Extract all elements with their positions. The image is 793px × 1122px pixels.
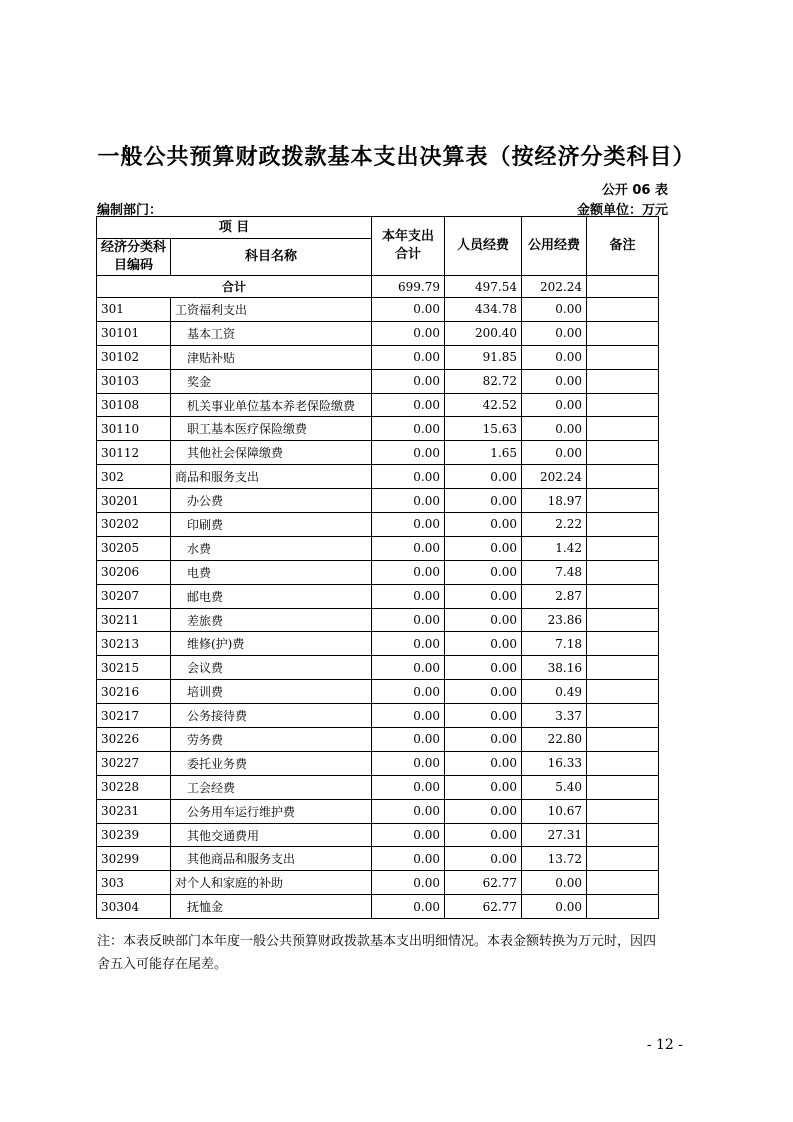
table-row <box>97 465 659 489</box>
row-personnel: 0.00 <box>445 847 522 871</box>
row-remarks <box>587 345 659 369</box>
row-personnel: 0.00 <box>445 632 522 656</box>
row-personnel: 0.00 <box>445 489 522 513</box>
row-current: 0.00 <box>372 441 445 465</box>
table-row <box>97 608 659 632</box>
row-personnel: 62.77 <box>445 871 522 895</box>
row-subject-name: 其他商品和服务支出 <box>171 847 372 871</box>
row-code: 30110 <box>97 417 171 441</box>
table-row <box>97 345 659 369</box>
row-code: 30202 <box>97 513 171 537</box>
row-current: 0.00 <box>372 417 445 441</box>
row-public: 23.86 <box>522 608 587 632</box>
row-subject-name: 会议费 <box>171 656 372 680</box>
row-remarks <box>587 799 659 823</box>
row-current: 0.00 <box>372 656 445 680</box>
row-public: 0.00 <box>522 871 587 895</box>
row-current: 0.00 <box>372 632 445 656</box>
row-remarks <box>587 298 659 322</box>
row-current: 0.00 <box>372 489 445 513</box>
row-current: 0.00 <box>372 751 445 775</box>
row-remarks <box>587 823 659 847</box>
header-project: 项 目 <box>97 217 372 239</box>
row-code: 30207 <box>97 584 171 608</box>
row-public: 22.80 <box>522 728 587 752</box>
page-title: 一般公共预算财政拨款基本支出决算表（按经济分类科目） <box>97 145 696 170</box>
table-row <box>97 775 659 799</box>
header-personnel-expense: 人员经费 <box>445 217 522 276</box>
row-code: 30108 <box>97 393 171 417</box>
row-remarks <box>587 489 659 513</box>
table-row <box>97 513 659 537</box>
amount-unit-label: 金额单位：万元 <box>576 203 668 218</box>
row-remarks <box>587 393 659 417</box>
row-code: 30239 <box>97 823 171 847</box>
row-remarks <box>587 321 659 345</box>
row-subject-name: 职工基本医疗保险缴费 <box>171 417 372 441</box>
row-code: 30227 <box>97 751 171 775</box>
row-subject-name: 印刷费 <box>171 513 372 537</box>
row-current: 0.00 <box>372 513 445 537</box>
row-personnel: 0.00 <box>445 536 522 560</box>
row-subject-name: 商品和服务支出 <box>171 465 372 489</box>
row-subject-name: 水费 <box>171 536 372 560</box>
row-personnel: 0.00 <box>445 608 522 632</box>
table-row <box>97 536 659 560</box>
row-public: 0.00 <box>522 298 587 322</box>
total-row <box>97 276 659 298</box>
row-current: 0.00 <box>372 680 445 704</box>
row-public: 10.67 <box>522 799 587 823</box>
row-code: 30228 <box>97 775 171 799</box>
row-subject-name: 津贴补贴 <box>171 345 372 369</box>
row-personnel: 0.00 <box>445 728 522 752</box>
row-code: 301 <box>97 298 171 322</box>
row-code: 30112 <box>97 441 171 465</box>
row-remarks <box>587 656 659 680</box>
row-subject-name: 公务接待费 <box>171 704 372 728</box>
header-remarks: 备注 <box>587 217 659 276</box>
row-public: 202.24 <box>522 465 587 489</box>
row-remarks <box>587 441 659 465</box>
table-row <box>97 871 659 895</box>
row-public: 3.37 <box>522 704 587 728</box>
table-row <box>97 799 659 823</box>
row-subject-name: 劳务费 <box>171 728 372 752</box>
row-code: 30217 <box>97 704 171 728</box>
table-row <box>97 823 659 847</box>
row-subject-name: 培训费 <box>171 680 372 704</box>
row-remarks <box>587 536 659 560</box>
row-public: 18.97 <box>522 489 587 513</box>
row-remarks <box>587 680 659 704</box>
row-public: 1.42 <box>522 536 587 560</box>
row-remarks <box>587 871 659 895</box>
row-code: 30211 <box>97 608 171 632</box>
row-subject-name: 其他交通费用 <box>171 823 372 847</box>
row-personnel: 0.00 <box>445 704 522 728</box>
row-code: 30226 <box>97 728 171 752</box>
row-code: 30213 <box>97 632 171 656</box>
row-personnel: 0.00 <box>445 465 522 489</box>
row-personnel: 0.00 <box>445 560 522 584</box>
row-personnel: 0.00 <box>445 775 522 799</box>
row-public: 7.48 <box>522 560 587 584</box>
row-subject-name: 办公费 <box>171 489 372 513</box>
row-current: 0.00 <box>372 871 445 895</box>
row-public: 16.33 <box>522 751 587 775</box>
table-row <box>97 656 659 680</box>
row-subject-name: 电费 <box>171 560 372 584</box>
page-number: - 12 - <box>646 1037 683 1053</box>
row-remarks <box>587 513 659 537</box>
row-public: 13.72 <box>522 847 587 871</box>
row-subject-name: 对个人和家庭的补助 <box>171 871 372 895</box>
row-remarks <box>587 847 659 871</box>
header-current-year-total: 本年支出合计 <box>372 217 445 276</box>
row-code: 302 <box>97 465 171 489</box>
header-public-expense: 公用经费 <box>522 217 587 276</box>
row-subject-name: 基本工资 <box>171 321 372 345</box>
row-personnel: 91.85 <box>445 345 522 369</box>
table-row <box>97 417 659 441</box>
row-code: 30102 <box>97 345 171 369</box>
row-code: 30206 <box>97 560 171 584</box>
row-personnel: 0.00 <box>445 656 522 680</box>
row-subject-name: 差旅费 <box>171 608 372 632</box>
table-row <box>97 680 659 704</box>
row-remarks <box>587 728 659 752</box>
table-row <box>97 895 659 919</box>
row-personnel: 0.00 <box>445 680 522 704</box>
row-current: 0.00 <box>372 465 445 489</box>
table-row <box>97 560 659 584</box>
row-subject-name: 公务用车运行维护费 <box>171 799 372 823</box>
row-current: 0.00 <box>372 728 445 752</box>
row-code: 30201 <box>97 489 171 513</box>
row-current: 0.00 <box>372 298 445 322</box>
form-number: 公开 06 表 <box>601 183 668 198</box>
row-current: 0.00 <box>372 369 445 393</box>
row-remarks <box>587 584 659 608</box>
row-current: 0.00 <box>372 536 445 560</box>
row-code: 30101 <box>97 321 171 345</box>
table-row <box>97 704 659 728</box>
row-remarks <box>587 751 659 775</box>
total-personnel: 497.54 <box>445 276 522 298</box>
row-personnel: 0.00 <box>445 513 522 537</box>
row-public: 2.87 <box>522 584 587 608</box>
table-row <box>97 584 659 608</box>
table-row <box>97 751 659 775</box>
row-public: 0.00 <box>522 895 587 919</box>
total-label: 合计 <box>97 276 372 298</box>
row-current: 0.00 <box>372 775 445 799</box>
row-current: 0.00 <box>372 799 445 823</box>
row-remarks <box>587 775 659 799</box>
row-current: 0.00 <box>372 704 445 728</box>
row-subject-name: 维修(护)费 <box>171 632 372 656</box>
row-current: 0.00 <box>372 321 445 345</box>
row-remarks <box>587 632 659 656</box>
row-subject-name: 抚恤金 <box>171 895 372 919</box>
row-subject-name: 工资福利支出 <box>171 298 372 322</box>
table-row <box>97 489 659 513</box>
row-remarks <box>587 369 659 393</box>
row-personnel: 0.00 <box>445 584 522 608</box>
row-personnel: 1.65 <box>445 441 522 465</box>
row-public: 2.22 <box>522 513 587 537</box>
row-public: 0.00 <box>522 345 587 369</box>
table-row <box>97 632 659 656</box>
row-current: 0.00 <box>372 584 445 608</box>
row-subject-name: 邮电费 <box>171 584 372 608</box>
row-current: 0.00 <box>372 560 445 584</box>
row-code: 30304 <box>97 895 171 919</box>
row-code: 30103 <box>97 369 171 393</box>
row-code: 30215 <box>97 656 171 680</box>
row-public: 38.16 <box>522 656 587 680</box>
row-remarks <box>587 417 659 441</box>
row-public: 0.00 <box>522 393 587 417</box>
table-row <box>97 393 659 417</box>
total-current: 699.79 <box>372 276 445 298</box>
table-row <box>97 847 659 871</box>
row-subject-name: 委托业务费 <box>171 751 372 775</box>
row-personnel: 42.52 <box>445 393 522 417</box>
table-row <box>97 441 659 465</box>
header-economic-code: 经济分类科目编码 <box>97 239 171 276</box>
row-personnel: 82.72 <box>445 369 522 393</box>
table-row <box>97 369 659 393</box>
row-current: 0.00 <box>372 345 445 369</box>
table-row <box>97 298 659 322</box>
row-subject-name: 机关事业单位基本养老保险缴费 <box>171 393 372 417</box>
row-code: 30231 <box>97 799 171 823</box>
row-code: 30216 <box>97 680 171 704</box>
row-current: 0.00 <box>372 847 445 871</box>
row-public: 5.40 <box>522 775 587 799</box>
table-row <box>97 321 659 345</box>
row-remarks <box>587 895 659 919</box>
row-current: 0.00 <box>372 895 445 919</box>
total-public: 202.24 <box>522 276 587 298</box>
row-personnel: 0.00 <box>445 799 522 823</box>
row-code: 303 <box>97 871 171 895</box>
row-public: 7.18 <box>522 632 587 656</box>
row-personnel: 0.00 <box>445 823 522 847</box>
row-personnel: 200.40 <box>445 321 522 345</box>
row-public: 0.49 <box>522 680 587 704</box>
row-code: 30205 <box>97 536 171 560</box>
row-public: 27.31 <box>522 823 587 847</box>
row-personnel: 15.63 <box>445 417 522 441</box>
row-subject-name: 其他社会保障缴费 <box>171 441 372 465</box>
table-row <box>97 728 659 752</box>
row-remarks <box>587 560 659 584</box>
row-personnel: 0.00 <box>445 751 522 775</box>
row-current: 0.00 <box>372 393 445 417</box>
department-label: 编制部门： <box>97 203 163 218</box>
row-current: 0.00 <box>372 608 445 632</box>
row-subject-name: 奖金 <box>171 369 372 393</box>
row-public: 0.00 <box>522 417 587 441</box>
row-public: 0.00 <box>522 369 587 393</box>
row-personnel: 62.77 <box>445 895 522 919</box>
header-subject-name: 科目名称 <box>171 239 372 276</box>
row-personnel: 434.78 <box>445 298 522 322</box>
row-remarks <box>587 465 659 489</box>
row-subject-name: 工会经费 <box>171 775 372 799</box>
footnote: 注：本表反映部门本年度一般公共预算财政拨款基本支出明细情况。本表金额转换为万元时，因四舍五入可能存在尾差。 <box>97 934 657 972</box>
row-public: 0.00 <box>522 321 587 345</box>
row-remarks <box>587 608 659 632</box>
expenditure-table <box>96 216 659 919</box>
total-remarks <box>587 276 659 298</box>
row-current: 0.00 <box>372 823 445 847</box>
row-remarks <box>587 704 659 728</box>
row-public: 0.00 <box>522 441 587 465</box>
row-code: 30299 <box>97 847 171 871</box>
